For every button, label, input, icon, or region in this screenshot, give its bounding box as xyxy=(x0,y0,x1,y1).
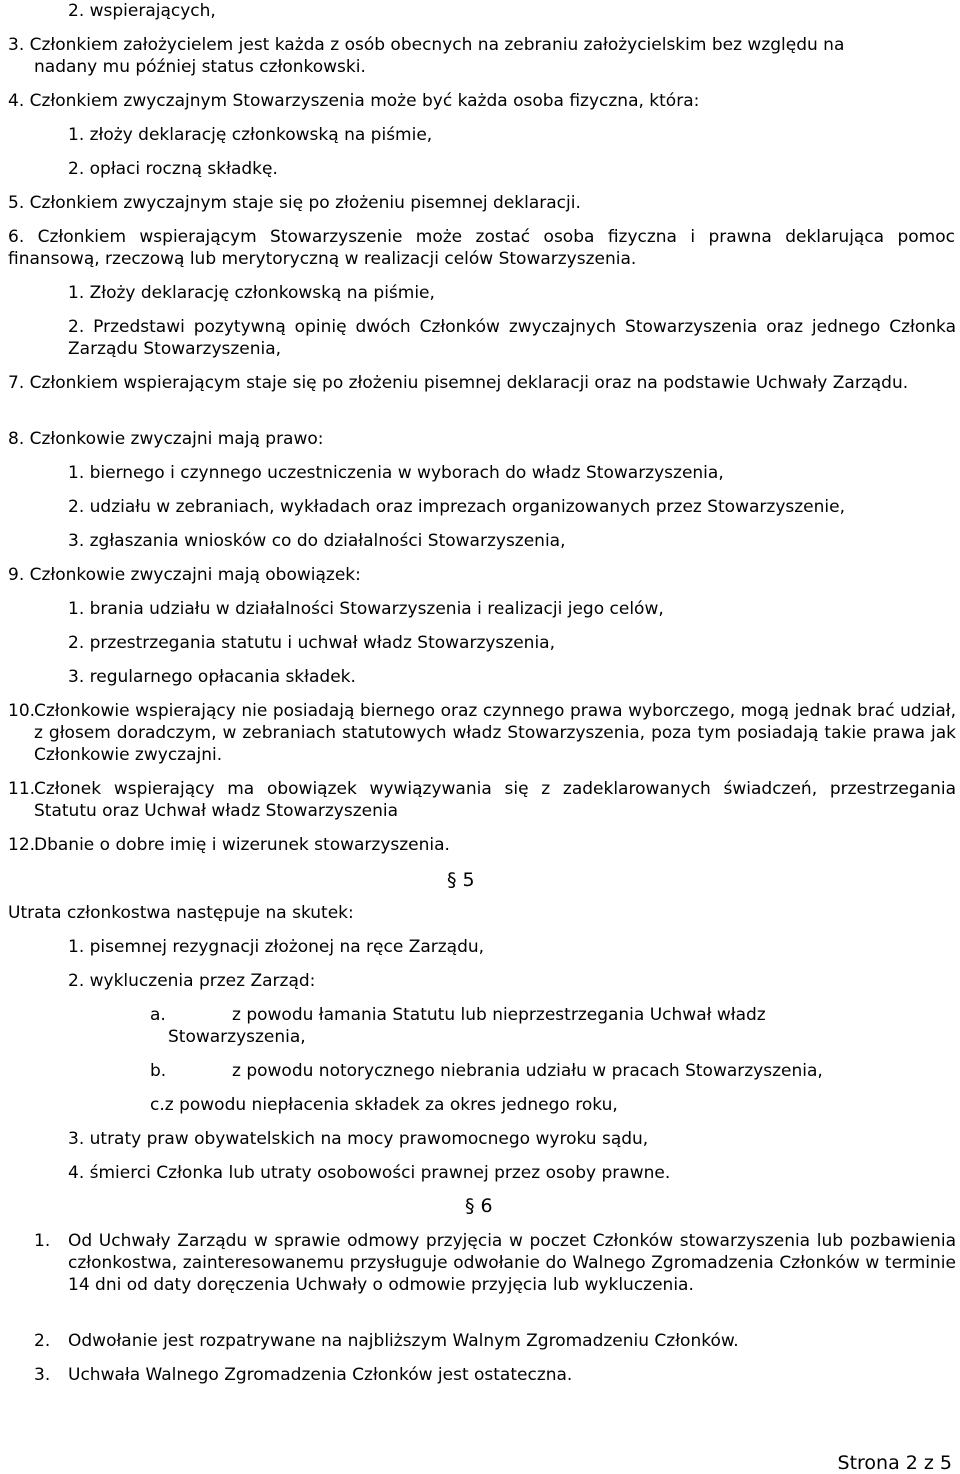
list-item: 5. Członkiem zwyczajnym staje się po złożeniu pisemnej deklaracji. xyxy=(8,193,581,213)
sub-item-text: c.z powodu niepłacenia składek za okres jednego roku, xyxy=(150,1095,618,1115)
paragraph-10 xyxy=(34,700,956,766)
list-item: 2. opłaci roczną składkę. xyxy=(68,159,278,179)
list-item: 2. udziału w zebraniach, wykładach oraz imprezach organizowanych przez Stowarzyszenie, xyxy=(68,497,845,517)
list-item: 2. wspierających, xyxy=(68,1,216,21)
sub-item-continuation: Stowarzyszenia, xyxy=(168,1027,306,1047)
list-item: 1. brania udziału w działalności Stowarzyszenia i realizacji jego celów, xyxy=(68,599,664,619)
list-item: 1. Złoży deklarację członkowską na piśmie, xyxy=(68,283,435,303)
list-item-continuation: nadany mu później status członkowski. xyxy=(34,57,366,77)
section-6-paragraph-1: Od Uchwały Zarządu w sprawie odmowy przyjęcia w poczet Członków stowarzyszenia lub pozbawienia członkostwa, zainteresowanemu przysługuje odwołanie do Walnego Zgromadzenia Członków w terminie 14 dni od daty doręczenia Uchwały o odmowie przyjęcia lub wykluczenia. xyxy=(68,1231,956,1295)
list-item: 2. przestrzegania statutu i uchwał władz Stowarzyszenia, xyxy=(68,633,555,653)
paragraph-12-number: 12. xyxy=(8,835,36,855)
section-6-paragraph-2: Odwołanie jest rozpatrywane na najbliższym Walnym Zgromadzeniu Członków. xyxy=(68,1331,739,1351)
paragraph-8-heading: 8. Członkowie zwyczajni mają prawo: xyxy=(8,429,324,449)
paragraph-10-number: 10. xyxy=(8,701,36,721)
sub-item-text: z powodu notorycznego niebrania udziału w pracach Stowarzyszenia, xyxy=(232,1061,823,1081)
list-item: 4. Członkiem zwyczajnym Stowarzyszenia może być każda osoba fizyczna, która: xyxy=(8,91,700,111)
list-item: 1. złoży deklarację członkowską na piśmie, xyxy=(68,125,433,145)
list-item: 4. śmierci Członka lub utraty osobowości prawnej przez osoby prawne. xyxy=(68,1163,671,1183)
list-item: 3. regularnego opłacania składek. xyxy=(68,667,356,687)
sub-item-text: z powodu łamania Statutu lub nieprzestrzegania Uchwał władz xyxy=(232,1005,766,1025)
list-item: 1. pisemnej rezygnacji złożonej na ręce Zarządu, xyxy=(68,937,485,957)
list-item: 1. biernego i czynnego uczestniczenia w wyborach do władz Stowarzyszenia, xyxy=(68,463,724,483)
section-6-paragraph-3: Uchwała Walnego Zgromadzenia Członków jest ostateczna. xyxy=(68,1365,573,1385)
paragraph-11-number: 11. xyxy=(8,779,36,799)
section-5-intro: Utrata członkostwa następuje na skutek: xyxy=(8,903,354,923)
paragraph-9-heading: 9. Członkowie zwyczajni mają obowiązek: xyxy=(8,565,361,585)
section-6-number: 2. xyxy=(34,1331,51,1351)
list-item: 3. Członkiem założycielem jest każda z osób obecnych na zebraniu założycielskim bez względu na xyxy=(8,35,845,55)
sub-item-label: b. xyxy=(150,1061,167,1081)
paragraph-6: 6. Członkiem wspierającym Stowarzyszenie może zostać osoba fizyczna i prawna deklarująca pomoc finansową, rzeczową lub merytoryczną w realizacji celów Stowarzyszenia. xyxy=(8,227,955,269)
list-item: 2. wykluczenia przez Zarząd: xyxy=(68,971,316,991)
section-6-number: 3. xyxy=(34,1365,51,1385)
paragraph-11-text: Członek wspierający ma obowiązek wywiązywania się z zadeklarowanych świadczeń, przestrzegania Statutu oraz Uchwał władz Stowarzyszenia xyxy=(34,779,956,821)
paragraph-10-text: Członkowie wspierający nie posiadają biernego oraz czynnego prawa wyborczego, mogą jednak brać udział, z głosem doradczym, w zebraniach statutowych władz Stowarzyszenia, poza tym posiadają takie prawa jak Członkowie zwyczajni. xyxy=(34,701,956,765)
page-number: Strona 2 z 5 xyxy=(837,1452,952,1474)
paragraph-11 xyxy=(34,778,956,822)
section-5-title: § 5 xyxy=(447,869,475,891)
section-6-number: 1. xyxy=(34,1231,51,1251)
sub-item-label: a. xyxy=(150,1005,166,1025)
list-item: 3. zgłaszania wniosków co do działalności Stowarzyszenia, xyxy=(68,531,566,551)
list-item: 2. Przedstawi pozytywną opinię dwóch Członków zwyczajnych Stowarzyszenia oraz jednego Członka Zarządu Stowarzyszenia, xyxy=(68,317,956,359)
paragraph-12-text: Dbanie o dobre imię i wizerunek stowarzyszenia. xyxy=(34,835,450,855)
paragraph-7: 7. Członkiem wspierającym staje się po złożeniu pisemnej deklaracji oraz na podstawie Uchwały Zarządu. xyxy=(8,373,909,393)
section-6-title: § 6 xyxy=(465,1195,493,1217)
list-item: 3. utraty praw obywatelskich na mocy prawomocnego wyroku sądu, xyxy=(68,1129,649,1149)
